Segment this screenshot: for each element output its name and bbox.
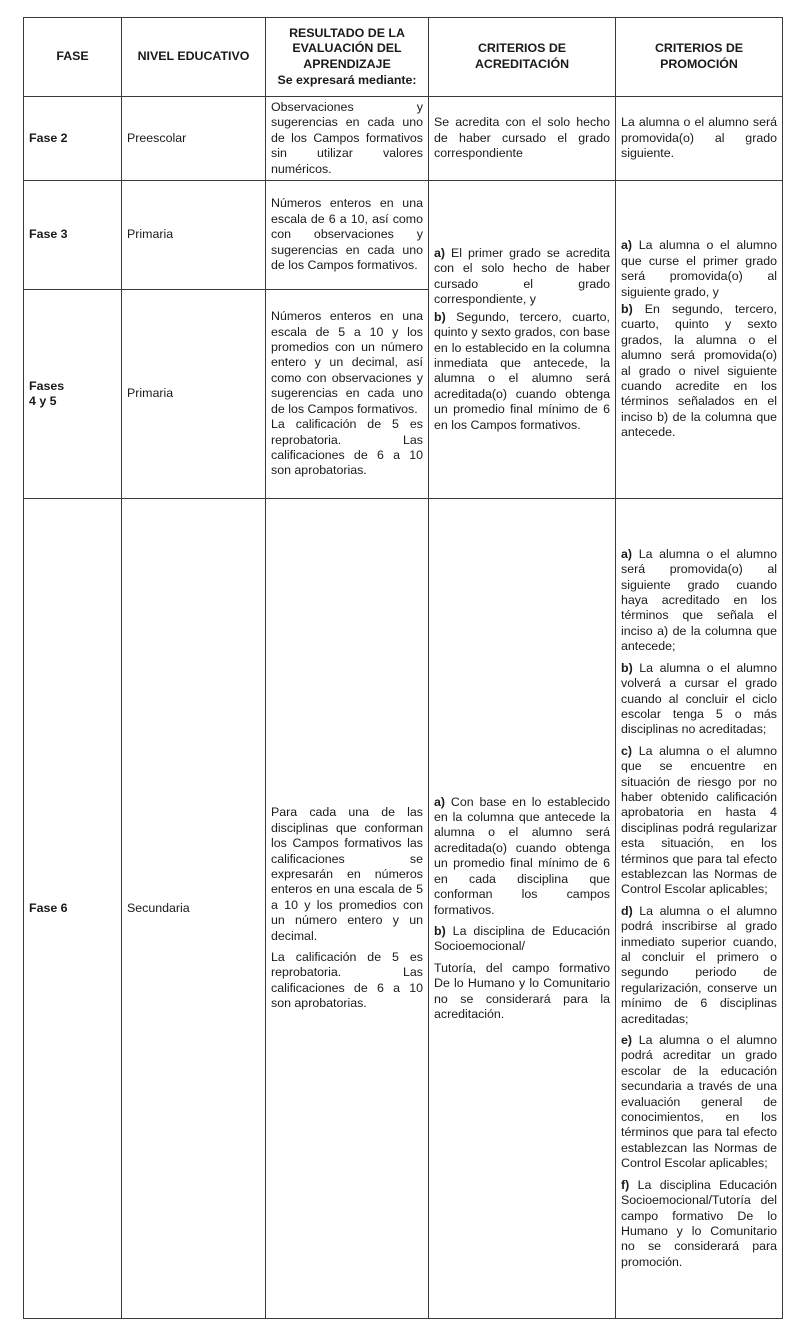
header-nivel-educativo: NIVEL EDUCATIVO — [122, 18, 266, 97]
cell-acreditacion — [429, 97, 616, 181]
acreditacion-item-a: a) El primer grado se acredita con el solo hecho de haber cursado el grado correspondiente, y — [434, 246, 610, 307]
cell-fase: Fase 3 — [24, 181, 122, 290]
promocion-item-a: a) La alumna o el alumno que curse el primer grado será promovida(o) al siguiente grado, y — [621, 238, 777, 299]
resultado-note: La calificación de 5 es reprobatoria. Las calificaciones de 6 a 10 son aprobatorias. — [271, 950, 423, 1011]
cell-resultado — [266, 499, 429, 1319]
header-criterios-promocion: CRITERIOS DE PROMOCIÓN — [616, 18, 783, 97]
promocion-item-b: b) En segundo, tercero, cuarto, quinto y sexto grados, la alumna o el alumno será promovida(o) al grado o nivel siguiente cuando acredite en los términos señalados en el inciso b) de la columna que antecede. — [621, 301, 777, 440]
header-criterios-acreditacion: CRITERIOS DE ACREDITACIÓN — [429, 18, 616, 97]
promocion-item-d: d) La alumna o el alumno podrá inscribirse al grado inmediato superior cuando, al concluir el primero o segundo periodo de regularización, conserve un mínimo de 6 disciplinas acreditadas; — [621, 903, 777, 1026]
resultado-text: Números enteros en una escala de 6 a 10, así como con observaciones y sugerencias en cada uno de los Campos formativos. — [271, 196, 423, 273]
cell-fase: Fase 6 — [24, 499, 122, 1319]
promocion-item-a: a) La alumna o el alumno será promovida(o) al siguiente grado cuando haya acreditado en los términos que señala el inciso a) de la columna que antecede; — [621, 546, 777, 654]
header-resultado-evaluacion: RESULTADO DE LA EVALUACIÓN DEL APRENDIZAJE Se expresará mediante: — [266, 18, 429, 97]
resultado-note: La calificación de 5 es reprobatoria. Las calificaciones de 6 a 10 son aprobatorias. — [271, 417, 423, 478]
cell-resultado — [266, 97, 429, 181]
acreditacion-item-a: a) Con base en lo establecido en la columna que antecede la alumna o el alumno será acreditada(o) cuando obtenga un promedio final mínimo de 6 en cada disciplina que conforman los campos formativos. — [434, 794, 610, 917]
acreditacion-item-b-cont: Tutoría, del campo formativo De lo Humano y lo Comunitario no se considerará para la acreditación. — [434, 960, 610, 1021]
table-row-fase-3 — [24, 181, 783, 290]
evaluation-criteria-table — [23, 17, 783, 1319]
promocion-item-c: c) La alumna o el alumno que se encuentre en situación de riesgo por no haber obtenido calificación aprobatoria en hasta 4 disciplinas podrá regularizar esta situación, en los términos que para tal efecto establezcan las Normas de Control Escolar aplicables; — [621, 743, 777, 897]
resultado-text: Observaciones y sugerencias en cada uno de los Campos formativos sin utilizar valores numéricos. — [271, 99, 423, 176]
cell-acreditacion — [429, 499, 616, 1319]
acreditacion-item-b: b) La disciplina de Educación Socioemocional/ — [434, 923, 610, 954]
cell-nivel: Primaria — [122, 181, 266, 290]
header-fase: FASE — [24, 18, 122, 97]
cell-resultado — [266, 290, 429, 499]
cell-fase: Fases 4 y 5 — [24, 290, 122, 499]
resultado-text: Para cada una de las disciplinas que conforman los Campos formativos las calificaciones se expresarán en números enteros en una escala de 5 a 10 y los promedios con un número entero y un decimal. — [271, 805, 423, 943]
acreditacion-item-b: b) Segundo, tercero, cuarto, quinto y sexto grados, con base en lo establecido en la columna inmediata que antecede, la alumna o el alumno será acreditada(o) cuando obtenga un promedio final mínimo de 6 en los Campos formativos. — [434, 309, 610, 432]
promocion-text: La alumna o el alumno será promovida(o) al grado siguiente. — [621, 115, 777, 161]
cell-promocion-primaria — [616, 181, 783, 499]
promocion-item-f: f) La disciplina Educación Socioemocional/Tutoría del campo formativo De lo Humano y lo Comunitario no se considerará para promoción. — [621, 1177, 777, 1269]
cell-nivel: Secundaria — [122, 499, 266, 1319]
cell-nivel: Preescolar — [122, 97, 266, 181]
cell-acreditacion-primaria — [429, 181, 616, 499]
acreditacion-text: Se acredita con el solo hecho de haber cursado el grado correspondiente — [434, 115, 610, 161]
resultado-text: Números enteros en una escala de 5 a 10 y los promedios con un número entero y un decimal, así como con observaciones y sugerencias en cada uno de los Campos formativos. — [271, 309, 423, 416]
promocion-item-b: b) La alumna o el alumno volverá a cursar el grado cuando al concluir el ciclo escolar tenga 5 o más disciplinas no acreditadas; — [621, 660, 777, 737]
cell-nivel: Primaria — [122, 290, 266, 499]
table-row-fase-6 — [24, 499, 783, 1319]
cell-fase: Fase 2 — [24, 97, 122, 181]
table-row-fase-2 — [24, 97, 783, 181]
cell-resultado — [266, 181, 429, 290]
cell-promocion — [616, 97, 783, 181]
promocion-item-e: e) La alumna o el alumno podrá acreditar un grado escolar de la educación secundaria a través de una evaluación general de conocimientos, en los términos que para tal efecto establezcan las Normas de Control Escolar aplicables; — [621, 1033, 777, 1171]
header-row — [24, 18, 783, 97]
cell-promocion — [616, 499, 783, 1319]
